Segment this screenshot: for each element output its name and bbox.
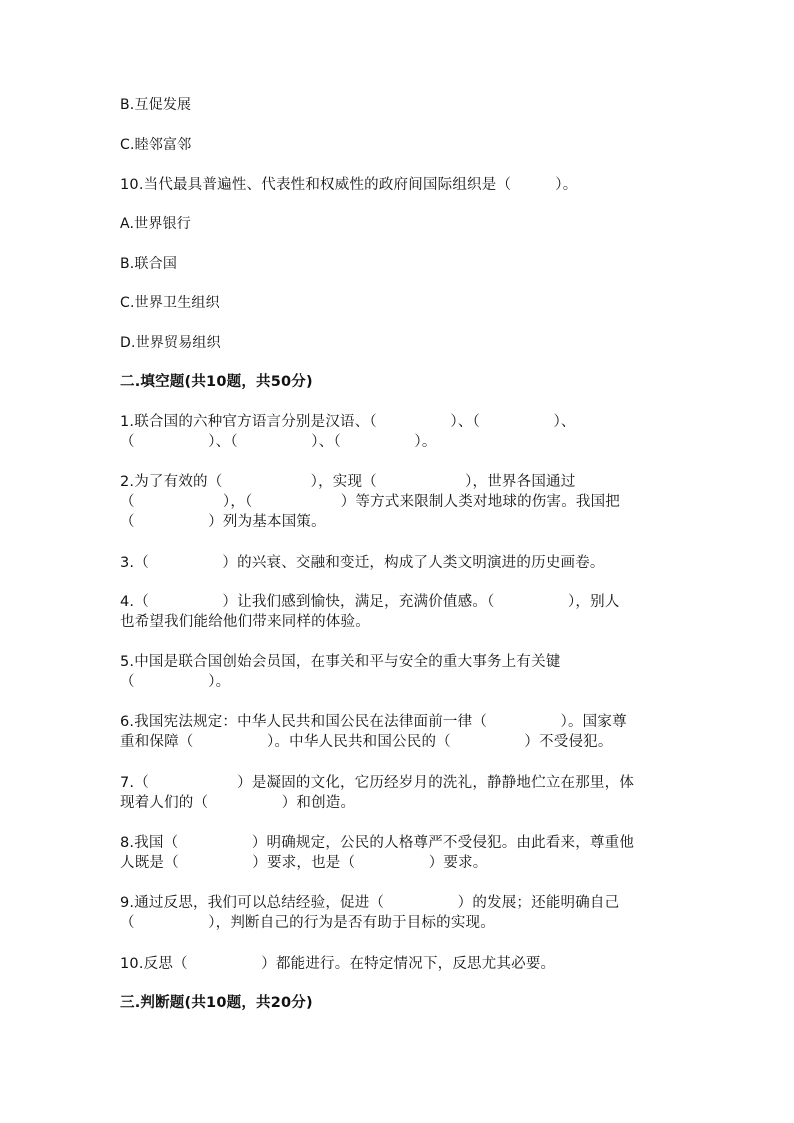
option-d: D.世界贸易组织 <box>120 335 221 351</box>
fill-question-7-line-1: 7.（ ）是凝固的文化，它历经岁月的洗礼，静静地伫立在那里，体 <box>120 775 635 791</box>
fill-question-2-line-1: 2.为了有效的（ ），实现（ ），世界各国通过 <box>120 474 576 490</box>
fill-question-1-line-2: （ ）、（ ）、（ ）。 <box>120 434 437 450</box>
fill-question-3: 3.（ ）的兴衰、交融和变迁，构成了人类文明演进的历史画卷。 <box>120 555 605 571</box>
fill-question-7-line-2: 现着人们的（ ）和创造。 <box>120 795 356 811</box>
fill-question-1-line-1: 1.联合国的六种官方语言分别是汉语、（ ）、（ ）、 <box>120 414 576 430</box>
option-b: B.联合国 <box>120 256 178 272</box>
fill-question-4-line-1: 4.（ ）让我们感到愉快，满足，充满价值感。（ ），别人 <box>120 594 620 610</box>
fill-question-4-line-2: 也希望我们能给他们带来同样的体验。 <box>120 614 370 630</box>
fill-question-2-line-2: （ ），（ ）等方式来限制人类对地球的伤害。我国把 <box>120 494 620 510</box>
option-a: A.世界银行 <box>120 216 191 232</box>
fill-question-2-line-3: （ ）列为基本国策。 <box>120 514 326 530</box>
fill-question-9-line-2: （ ），判断自己的行为是否有助于目标的实现。 <box>120 915 495 931</box>
section-heading-fill-in: 二.填空题(共10题，共50分) <box>120 374 313 390</box>
fill-question-10: 10.反思（ ）都能进行。在特定情况下，反思尤其必要。 <box>120 956 556 972</box>
question-10-stem: 10.当代最具普遍性、代表性和权威性的政府间国际组织是（ ）。 <box>120 177 578 193</box>
fill-question-6-line-2: 重和保障（ ）。中华人民共和国公民的（ ）不受侵犯。 <box>120 734 613 750</box>
fill-question-8-line-2: 人既是（ ）要求，也是（ ）要求。 <box>120 855 488 871</box>
fill-question-5-line-2: （ ）。 <box>120 674 231 690</box>
option-c-good-neighbor: C.睦邻富邻 <box>120 137 192 153</box>
fill-question-8-line-1: 8.我国（ ）明确规定，公民的人格尊严不受侵犯。由此看来，尊重他 <box>120 835 635 851</box>
fill-question-5-line-1: 5.中国是联合国创始会员国，在事关和平与安全的重大事务上有关键 <box>120 654 561 670</box>
fill-question-9-line-1: 9.通过反思，我们可以总结经验，促进（ ）的发展；还能明确自己 <box>120 895 620 911</box>
option-b-mutual-development: B.互促发展 <box>120 97 192 113</box>
fill-question-6-line-1: 6.我国宪法规定：中华人民共和国公民在法律面前一律（ ）。国家尊 <box>120 714 627 730</box>
option-c: C.世界卫生组织 <box>120 295 220 311</box>
section-heading-true-false: 三.判断题(共10题，共20分) <box>120 995 313 1011</box>
